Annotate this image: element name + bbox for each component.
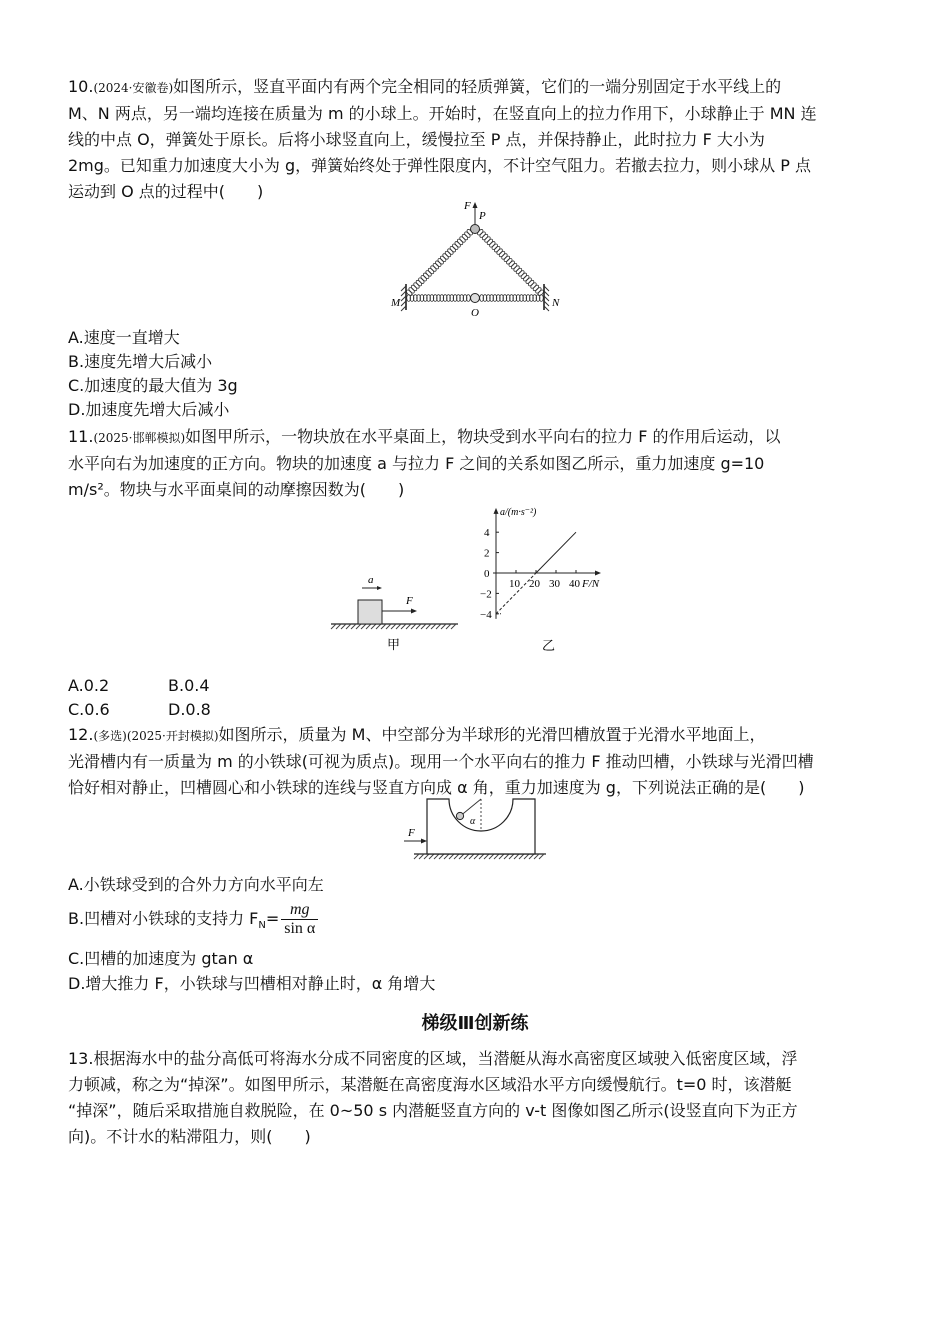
label-F: F (464, 200, 471, 212)
x-tick-label: 40 (569, 578, 580, 590)
q12-option-a: A.小铁球受到的合外力方向水平向左 (68, 875, 324, 894)
force-arrow-head (411, 609, 417, 614)
q10-option-a: A.速度一直增大 (68, 328, 180, 347)
series-solid (536, 532, 576, 573)
hatch-mark (431, 624, 436, 629)
hatch-mark (529, 854, 534, 859)
hatch-mark (396, 624, 401, 629)
hatch-mark (489, 854, 494, 859)
hatch-mark (509, 854, 514, 859)
hatch-mark (484, 854, 489, 859)
hatch-mark (424, 854, 429, 859)
hatch-mark (534, 854, 539, 859)
label-N: N (552, 297, 560, 309)
q12-source: (多选)(2025·开封模拟) (93, 729, 219, 743)
hatch-mark (454, 854, 459, 859)
x-tick-label: 30 (549, 578, 560, 590)
push-arrow-head (421, 839, 427, 844)
q11-graph-yi (466, 494, 636, 656)
hatch-mark (479, 854, 484, 859)
q12-groove-figure (400, 796, 552, 862)
hatch-mark (341, 624, 346, 629)
q10-line-1: 10.(2024·安徽卷)如图所示，竖直平面内有两个完全相同的轻质弹簧，它们的一端分别固定于水平线上的 (68, 77, 782, 96)
hatch-mark (391, 624, 396, 629)
hatch-mark (331, 624, 336, 629)
hatch-mark (464, 854, 469, 859)
q10-option-d: D.加速度先增大后减小 (68, 400, 230, 419)
hatch-mark (376, 624, 381, 629)
hatch-mark (421, 624, 426, 629)
ball-at-O (471, 294, 480, 303)
hatch-mark (494, 854, 499, 859)
hatch-mark (474, 854, 479, 859)
hatch-mark (524, 854, 529, 859)
q10-option-b: B.速度先增大后减小 (68, 352, 213, 371)
radius-line (462, 799, 482, 815)
y-tick-label: 2 (484, 547, 490, 560)
q12-line-1: 12.(多选)(2025·开封模拟)如图所示，质量为 M、中空部分为半球形的光滑凹槽放置于光滑水平地面上， (68, 725, 766, 744)
force-arrow-head (473, 202, 478, 208)
caption-jia: 甲 (387, 637, 401, 652)
y-axis-label: a/(m·s⁻²) (500, 506, 537, 518)
hatch-mark (429, 854, 434, 859)
x-axis-arrow (595, 571, 601, 576)
hatch-mark (381, 624, 386, 629)
q12-line-3: 恰好相对静止，凹槽圆心和小铁球的连线与竖直方向成 α 角，重力加速度为 g，下列说法正确的是( ) (68, 778, 805, 797)
hatch-mark (361, 624, 366, 629)
q11-stem (68, 424, 884, 503)
iron-ball (456, 812, 463, 819)
q11-option-d: D.0.8 (168, 700, 211, 719)
q11-source: (2025·邯郸模拟) (93, 431, 186, 445)
hatch-mark (419, 854, 424, 859)
caption-yi: 乙 (542, 638, 556, 653)
y-tick-label: 0 (484, 568, 490, 580)
q10-option-c: C.加速度的最大值为 3g (68, 376, 238, 395)
q11-figure-jia (326, 570, 466, 654)
hatch-mark (514, 854, 519, 859)
q11-line-1: 11.(2025·邯郸模拟)如图甲所示，一物块放在水平桌面上，物块受到水平向右的拉力 F 的作用后运动，以 (68, 427, 781, 446)
q11-line-2: 水平向右为加速度的正方向。物块的加速度 a 与拉力 F 之间的关系如图乙所示，重力加速度 g=10 (68, 454, 765, 473)
q12-line-2: 光滑槽内有一质量为 m 的小铁球(可视为质点)。现用一个水平向右的推力 F 推动凹槽，小铁球与光滑凹槽 (68, 752, 814, 771)
y-tick-label: 4 (484, 527, 490, 540)
hatch-mark (446, 624, 451, 629)
hatch-mark (371, 624, 376, 629)
ground-hatch (414, 854, 544, 859)
q10-source: (2024·安徽卷) (93, 81, 174, 95)
q10-spring-figure (380, 198, 570, 322)
label-a: a (368, 574, 374, 586)
y-tick-label: −4 (480, 608, 492, 621)
hatch-mark (406, 624, 411, 629)
label-P: P (479, 210, 486, 222)
y-tick-label: −2 (480, 588, 492, 601)
hatch-mark (469, 854, 474, 859)
hatch-mark (449, 854, 454, 859)
hatch-mark (519, 854, 524, 859)
hatch-mark (436, 624, 441, 629)
hatch-mark (416, 624, 421, 629)
label-M: M (391, 297, 401, 309)
hatch-mark (444, 854, 449, 859)
q13-line-4: 向)。不计水的粘滞阻力，则( ) (68, 1127, 311, 1146)
q10-line-3: 线的中点 O，弹簧处于原长。后将小球竖直向上，缓慢拉至 P 点，并保持静止，此时拉力 F 大小为 (68, 130, 765, 149)
block (358, 600, 382, 624)
y-axis-arrow (494, 508, 499, 514)
q12-stem (68, 722, 884, 801)
q12-option-d: D.增大推力 F，小铁球与凹槽相对静止时，α 角增大 (68, 974, 436, 993)
hatch-mark (426, 624, 431, 629)
x-tick-label: 10 (509, 578, 520, 590)
q11-option-c: C.0.6 (68, 700, 110, 719)
label-F: F (408, 827, 415, 839)
hatch-mark (351, 624, 356, 629)
hatch-mark (441, 624, 446, 629)
support-force-fraction: $\frac{mg}{\text{sin α}}$ (281, 901, 318, 938)
q10-line-5: 运动到 O 点的过程中( ) (68, 182, 264, 201)
label-F: F (406, 595, 413, 607)
q13-line-3: “掉深”，随后采取措施自救脱险，在 0~50 s 内潜艇竖直方向的 v-t 图像如图乙所示(设竖直向下为正方 (68, 1101, 798, 1120)
q13-stem (68, 1046, 884, 1150)
hatch-mark (336, 624, 341, 629)
ball-at-P (471, 225, 480, 234)
q12-option-c: C.凹槽的加速度为 gtan α (68, 949, 254, 968)
hatch-mark (356, 624, 361, 629)
q11-option-b: B.0.4 (168, 676, 210, 695)
hatch-mark (346, 624, 351, 629)
hatch-mark (386, 624, 391, 629)
hatch-mark (459, 854, 464, 859)
hatch-mark (439, 854, 444, 859)
accel-arrow-head (377, 586, 382, 590)
q13-line-1: 13.根据海水中的盐分高低可将海水分成不同密度的区域，当潜艇从海水高密度区域驶入低密度区域，浮 (68, 1049, 798, 1068)
hatch-mark (499, 854, 504, 859)
hatch-mark (411, 624, 416, 629)
q11-option-a: A.0.2 (68, 676, 110, 695)
hatch-mark (434, 854, 439, 859)
inclined-springs (405, 228, 544, 296)
section-title: 梯级Ⅲ创新练 (421, 1013, 529, 1034)
hatch-mark (414, 854, 419, 859)
q10-line-4: 2mg。已知重力加速度大小为 g，弹簧始终处于弹性限度内，不计空气阻力。若撤去拉力，则小球从 P 点 (68, 156, 811, 175)
x-axis-label: F/N (582, 578, 600, 590)
hatch-mark (451, 624, 456, 629)
q10-line-2: M、N 两点，另一端均连接在质量为 m 的小球上。开始时，在竖直向上的拉力作用下，小球静止于 MN 连 (68, 104, 817, 123)
q13-line-2: 力顿减，称之为“掉深”。如图甲所示，某潜艇在高密度海水区域沿水平方向缓慢航行。t=0 时，该潜艇 (68, 1075, 792, 1094)
label-O: O (471, 307, 479, 319)
table-hatch (331, 624, 456, 629)
q12-option-b: B.凹槽对小铁球的支持力 $F_N=$ $\frac{mg}{\text{sin α}}$ (68, 899, 318, 946)
hatch-mark (401, 624, 406, 629)
label-alpha: α (470, 816, 476, 827)
q10-stem (68, 74, 884, 205)
hatch-mark (366, 624, 371, 629)
hatch-mark (504, 854, 509, 859)
q11-line-3: m/s²。物块与水平面桌间的动摩擦因数为( ) (68, 480, 405, 499)
a-F-graph (480, 507, 601, 621)
x-tick-label: 20 (529, 578, 540, 590)
hatch-mark (539, 854, 544, 859)
